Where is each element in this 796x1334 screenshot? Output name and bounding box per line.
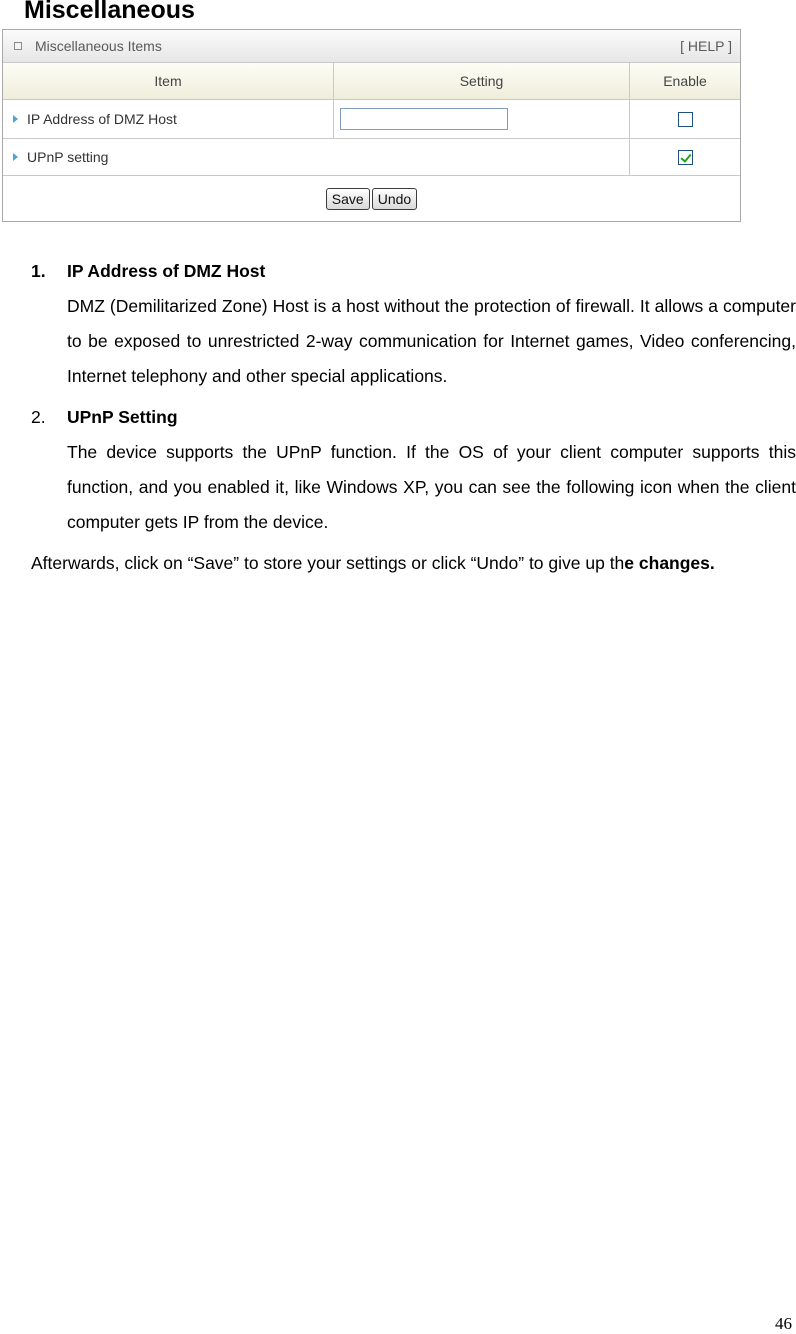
- section-2-heading: UPnP Setting: [67, 407, 178, 427]
- help-link[interactable]: [ HELP ]: [680, 38, 732, 54]
- dmz-host-label: IP Address of DMZ Host: [27, 111, 177, 127]
- column-header-item: Item: [3, 63, 334, 100]
- arrow-right-icon: [13, 115, 18, 123]
- panel-title: Miscellaneous Items: [35, 38, 162, 54]
- section-1-number: 1.: [31, 261, 46, 281]
- dmz-enable-checkbox[interactable]: [678, 112, 693, 127]
- dmz-host-ip-input[interactable]: [340, 108, 508, 130]
- page-number: 46: [775, 1314, 792, 1333]
- upnp-enable-checkbox[interactable]: [678, 150, 693, 165]
- upnp-setting-label: UPnP setting: [27, 149, 109, 165]
- table-row-dmz-setting: [334, 100, 630, 139]
- afterword-bold-tail: e changes.: [624, 553, 715, 573]
- column-header-enable: Enable: [630, 63, 740, 100]
- section-1-body: DMZ (Demilitarized Zone) Host is a host without the protection of firewall. It allows a computer to be exposed to unrestricted 2-way communication for Internet games, Video conferencing, Internet telephony and other special applications.: [67, 296, 796, 386]
- table-row-dmz-label: [3, 100, 334, 139]
- page-title: Miscellaneous: [24, 0, 195, 24]
- square-bullet-icon: [14, 42, 22, 50]
- table-row-upnp-enable: [630, 139, 740, 176]
- misc-items-panel: [2, 29, 741, 222]
- section-1-heading: IP Address of DMZ Host: [67, 261, 266, 281]
- undo-button[interactable]: Undo: [372, 188, 417, 210]
- afterword-text: Afterwards, click on “Save” to store your settings or click “Undo” to give up th: [31, 553, 625, 573]
- column-header-setting: Setting: [334, 63, 630, 100]
- arrow-right-icon: [13, 153, 18, 161]
- table-row-dmz-enable: [630, 100, 740, 139]
- button-row: [3, 176, 740, 221]
- afterword-paragraph: [31, 546, 796, 581]
- panel-header: [3, 30, 740, 63]
- section-2-number: 2.: [31, 407, 46, 427]
- save-button[interactable]: Save: [326, 188, 370, 210]
- table-row-upnp-label: [3, 139, 630, 176]
- section-2-body: The device supports the UPnP function. If the OS of your client computer supports this function, and you enabled it, like Windows XP, you can see the following icon when the client computer gets IP from the device.: [67, 442, 796, 532]
